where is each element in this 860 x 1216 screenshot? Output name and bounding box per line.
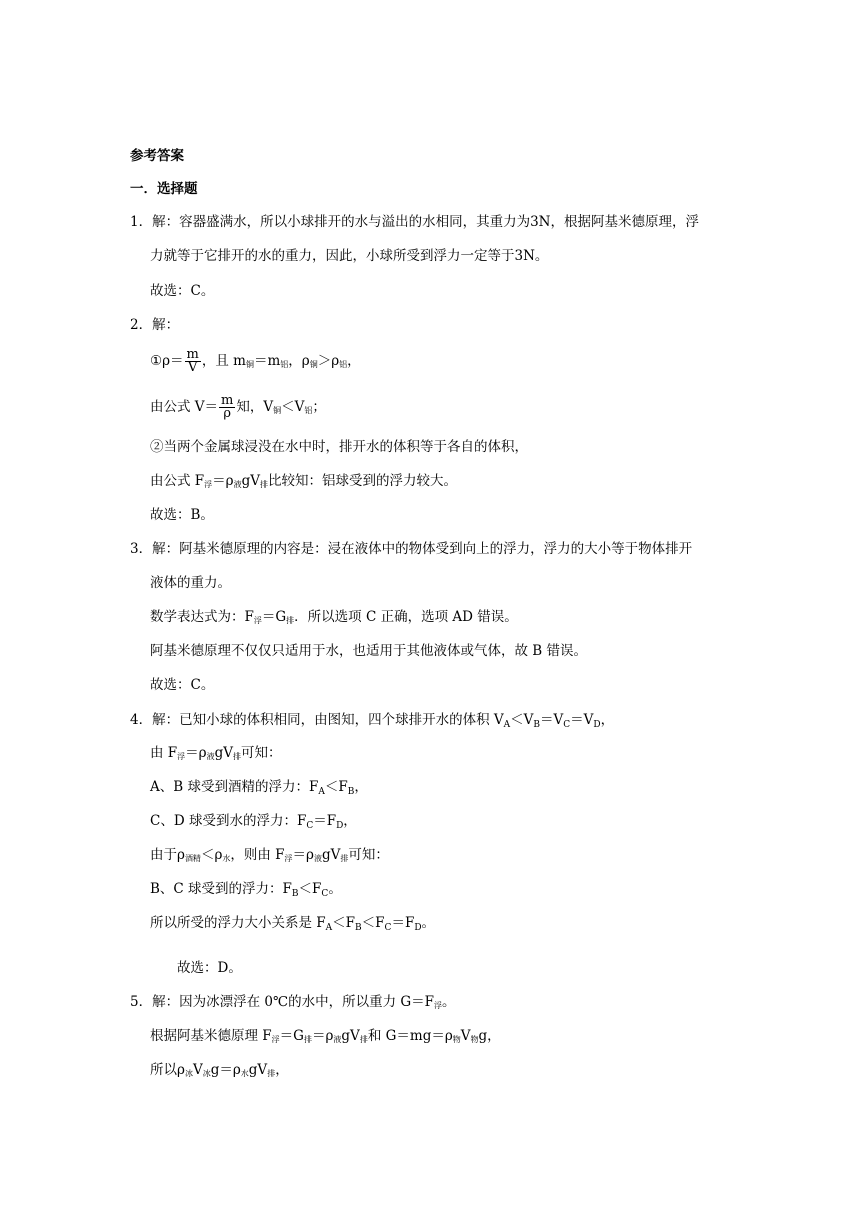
q2-head: 2．解： [130,317,180,333]
fraction-m-over-v: $\frac{m}{V}$ [186,347,199,375]
q3-line-3: 数学表达式为：$F_浮=G_排$．所以选项 C 正确，选项 AD 错误。 [150,609,518,625]
q2-line-density: ①ρ＝ $\frac{m}{V}$ ，且 $m_铜=m_铝$，$\rho_铜>\rho_铝$， [150,347,361,375]
q4-line-5: 由于$\rho_{酒精}<\rho_水$，则由 $F_浮=\rho_液gV_排$可知： [150,847,389,863]
q1-line-1: 1．解：容器盛满水，所以小球排开的水与溢出的水相同，其重力为3N，根据阿基米德原理，浮 [130,214,699,230]
q4-line-3: A、B 球受到酒精的浮力：$F_A<F_B$， [150,779,368,797]
q4-line-1: 4．解：已知小球的体积相同，由图知，四个球排开水的体积 $V_A<V_B=V_C=V_D$， [130,712,615,730]
q5-line-2: 根据阿基米德原理 $F_浮=G_排=\rho_液gV_排$和 $G=mg=\rho_物V_物g$， [150,1028,501,1044]
q4-line-7: 所以所受的浮力大小关系是 $F_A<F_B<F_C=F_D$。 [150,915,436,933]
q2-line-4: 由公式 $F_浮=\rho_液gV_排$比较知：铝球受到的浮力较大。 [150,473,458,489]
q5-line-3: 所以$\rho_冰V_冰g=\rho_水gV_排$， [150,1062,289,1078]
q4-line-4: C、D 球受到水的浮力：$F_C=F_D$， [150,813,357,831]
page-heading: 参考答案 [130,148,184,164]
q4-line-2: 由 $F_浮=\rho_液gV_排$可知： [150,745,282,761]
q3-answer: 故选：C。 [150,677,215,693]
q2-line-volume: 由公式 V＝ $\frac{m}{\rho}$ 知，$V_铜<V_铝$； [150,393,326,421]
section-title: 一．选择题 [130,181,198,197]
q3-line-2: 液体的重力。 [150,575,231,591]
q2-line-3: ②当两个金属球浸没在水中时，排开水的体积等于各自的体积， [150,439,528,455]
q3-line-1: 3．解：阿基米德原理的内容是：浸在液体中的物体受到向上的浮力，浮力的大小等于物体排开 [130,541,693,557]
q2-answer: 故选：B。 [150,507,214,523]
q5-line-1: 5．解：因为冰漂浮在 0℃的水中，所以重力 $G=F_浮$。 [130,994,456,1010]
q3-line-4: 阿基米德原理不仅仅只适用于水，也适用于其他液体或气体，故 B 错误。 [150,643,588,659]
fraction-m-over-rho: $\frac{m}{\rho}$ [221,393,234,421]
q1-line-2: 力就等于它排开的水的重力，因此，小球所受到浮力一定等于3N。 [150,248,549,264]
q4-answer: 故选：D。 [177,960,242,976]
q1-answer: 故选：C。 [150,283,215,299]
q4-line-6: B、C 球受到的浮力：$F_B<F_C$。 [150,881,342,899]
